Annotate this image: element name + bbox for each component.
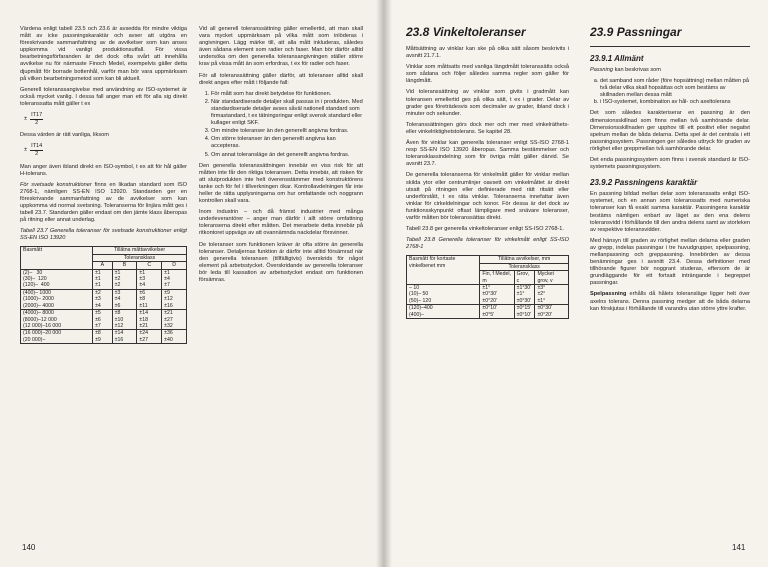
paragraph	[590, 291, 750, 312]
table-cell: ±8 ±9	[93, 330, 113, 344]
paragraph: Vinklar som måttsatts med vanliga längdmått toleranssätts också som sådana och följer således samma regler som gäller för längdmått.	[406, 64, 569, 85]
table-cell: ±0°30' ±0°20'	[535, 305, 569, 319]
table-cell: ±5 ±6 ±7	[93, 310, 113, 330]
table-class-header: D	[162, 262, 187, 269]
paragraph: Det som således karakteriserar en passning är den dimensionsskillnad som finns mellan två samhörande delar. Dimensionsskillnaden ger upphov till ett positivt eller negativt spelrum mellan de båda delarna. Detta spel är det centrala i ett passningssystem. Passningen ger således uttryck för graden av rörlighet eller greppmellan två samhörande delar.	[590, 110, 750, 152]
paragraph: De toleranser som funktionen kräver är ofta större än generella toleranser. Detaljernas funktion är därför inte alltid försämrad när den generella toleransen (tillfälligtvis) överskrids för något element på arbetsstycket. Överskridande av generella toleranser bör leda till kassation av arbetsstycket endast om funktionen försämras.	[199, 241, 363, 283]
list-item: 1. För mått som har direkt betydelse för funktionen.	[211, 91, 363, 98]
table-row	[21, 310, 187, 330]
table-row	[21, 269, 187, 289]
left-column-1	[20, 26, 187, 536]
paragraph: Vid all generell toleranssättning gäller emellertid, att man skall vara mycket uppmärksam på vilka mått som inlöderas i angivningen. Lägg märke till, att alla mått inkluderas, således även sådana element som radier och faser. Man bör därför alltid undersöka om den generella toleransangivningen ställer större krav på vissa mått än som erfordras, t ex för radier och faser.	[199, 26, 363, 68]
section-heading: 23.9 Passningar	[590, 26, 682, 39]
table-header-klass: Toleransklass	[93, 254, 187, 261]
table-cell: ±1 ±1 ±1	[93, 269, 113, 289]
table-cell: (400)– 1000 (1000)– 2000 (2000)– 4000	[21, 289, 93, 309]
bold-lead: Spelpassning	[590, 291, 627, 298]
table-cell: ±1° ±0°30' ±0°20'	[480, 284, 514, 304]
list-item: 3. Om mindre toleranser än den generellt angivna fordras.	[211, 128, 363, 135]
table-row	[21, 330, 187, 344]
table-cell: ±3° ±2° ±1°	[535, 284, 569, 304]
table-cell: – 10 (10)– 50 (50)– 120	[407, 284, 480, 304]
paragraph: För all toleranssättning gäller därför, att toleranser alltid skall direkt anges efter mått i följande fall:	[199, 72, 363, 86]
paragraph: Den generella toleranssättningen innebär en viss risk för att måtten inte får den riktiga toleransen. Detta innebär, att risken för att slutprodukten inte helt överensstämmer med konstruktörens tanke och för fel i tillverkningen ökar. Kontrollavdelningen får inte heller de rätta upplysningarna om hur omfattande och noggrann kontrollen skall vara.	[199, 162, 363, 205]
numerator: IT17	[30, 112, 43, 120]
paragraph: Toleranssättningen görs dock mer och mer med vinkelräthets- eller vinkelriktighetstolerans. Se kapitel 28.	[406, 121, 569, 135]
table-caption: Tabell 23.8 Generella toleranser för vinkelmått enligt SS-ISO 2768-1	[406, 237, 569, 251]
table-cell: ±6 ±8 ±11	[137, 289, 162, 309]
paragraph: Inom industrin – och då främst industrier med många underleverantörer – anger man därför i allt större omfattning toleranserna direkt efter måtten. Det merarbete detta innebär på ritkontoret uppvägs av att ovannämnda nackdelar försvinner.	[199, 209, 363, 237]
left-column-2	[199, 26, 363, 536]
list-item: a. det samband som råder (före hopsättning) mellan måtten på två delar vilka skall hopsättas och som bestäms av skillnaden mellan dessa mått	[600, 78, 750, 99]
italic-lead: För svetsade konstruktioner	[20, 181, 92, 188]
table-class-header: B	[112, 262, 137, 269]
table-cell: ±3 ±4 ±6	[112, 289, 137, 309]
paragraph: Man anger även ibland direkt en ISO-symbol, t ex att för hål gäller H-tolerans.	[20, 163, 187, 177]
table-class-header: Fin, f Medel, m	[480, 271, 514, 285]
formula-it14	[24, 143, 187, 158]
lettered-list	[590, 78, 750, 106]
paragraph-rest: kan beskrivas som	[613, 67, 661, 73]
table-cell: ±8 ±10 ±12	[112, 310, 137, 330]
table-row	[407, 305, 569, 319]
fraction	[30, 143, 43, 158]
table-row	[21, 289, 187, 309]
numerator: IT14	[30, 143, 43, 151]
list-item: b. i ISO-systemet, kombination av hål- och axeltolerans	[600, 99, 750, 106]
paragraph: Även för vinklar kan generella toleranser enligt SS-ISO 2768-1 resp SS-EN ISO 13920 åberopas. Samma bestämmelser och toleransklassindelning som för övriga mått gäller därvid. Se avsnitt 23.7.	[406, 140, 569, 168]
table-header-basmatt: Basmått	[21, 247, 93, 269]
subsection-heading: 23.9.1 Allmänt	[590, 54, 644, 63]
table-cell: ±1 ±4 ±7	[162, 269, 187, 289]
table-cell: ±2 ±3 ±4	[93, 289, 113, 309]
right-column-1	[406, 26, 569, 536]
table-cell: ±1 ±2 ±2	[112, 269, 137, 289]
table-class-header: Mycket grov, v	[535, 271, 569, 285]
list-item: 2. När standardiserade detaljer skall passas in i produkten. Med standardiserade detaljer avses såväl nationell standard som firmastandard, t ex tätningsringar enligt svensk standard eller kullager enligt SKF.	[211, 99, 363, 127]
table-cell: (120)–400 (400)–	[407, 305, 480, 319]
book-gutter	[376, 0, 392, 567]
italic-lead: Passning	[590, 67, 614, 73]
denominator: 2	[35, 151, 39, 158]
subsection-heading: 23.9.2 Passningens karaktär	[590, 178, 698, 188]
paragraph: Dessa värden är rätt vanliga, liksom	[20, 132, 109, 139]
table-class-header: C	[137, 262, 162, 269]
table-cell: ±24 ±27	[137, 330, 162, 344]
paragraph: De generella toleranserna för vinkelmått gäller för vinklar mellan skilda ytor eller centrumlinjer oavsett om vinkelmåttet är direkt utsatt på ritningen eller definierade med rätt ritsätt eller underförstått, t ex räta vinklar. Toleranserna innefattar även vinklar för cirkeldelningar och konor. För dessa är det dock av funktionsskynpunkt oftast lämpligare med snävare toleranser, varför måtten bör toleranssättas direkt.	[406, 172, 569, 221]
section-heading: 23.8 Vinkeltoleranser	[406, 26, 526, 39]
paragraph: Generell toleranssangivelse med användning av ISO-systemet är också mycket vanlig. I dessa fall anger man ett för alla sig direkt toleranssatta mått gäller t ex	[20, 86, 187, 107]
page-number-left: 140	[22, 543, 36, 552]
right-page	[384, 0, 768, 567]
table-cell: ±0°10' ±0°5'	[480, 305, 514, 319]
paragraph: Vid toleranssättning av vinklar som givits i gradmått kan toleransen emellertid ges på olika sätt, t ex i grader. Delar av grader ges företrädesvis som decimaler av grader, ibland dock i minuter och sekunder.	[406, 89, 569, 117]
paragraph: Det enda passningssystem som finns i svensk standard är ISO-systemets passningssystem.	[590, 157, 750, 171]
paragraph-rest: erhålls då hålets toleransläge ligger helt över axelns tolerans. Denna passning medger att de båda delarna kan förskjutas i förhållande till varandra utan större yttre krafter.	[590, 291, 750, 312]
list-item: 5. Om annat toleransläge än det generellt angivna fordras.	[211, 152, 363, 159]
table-header-klass: Toleransklass	[480, 263, 569, 270]
table-caption: Tabell 23.7 Generella toleranser för svetsade konstruktioner enligt SS-EN ISO 13920	[20, 228, 187, 242]
fraction	[30, 112, 43, 127]
table-cell: ±0°15' ±0°10'	[514, 305, 535, 319]
weld-tolerance-table	[20, 246, 187, 344]
paragraph: Måttsättning av vinklar kan ske på olika sätt såsom beskrivits i avsnitt 21.7.1.	[406, 46, 569, 60]
paragraph: Med hänsyn till graden av rörlighet mellan delarna eller graden av grepp, indelas passningar i tre huvudgrupper, spelpassning, mellanpassning och greppassning. Innebörden av dessa benämningar ges i avsnitt 23.4. Dessa definitioner med tillhörande figurer bör noggrant studeras, eftersom de är grundläggande för ett fortsatt inträngande i begreppet passningar.	[590, 237, 750, 287]
table-header-tillatna: Tillåtna avvikelser, mm	[480, 256, 569, 263]
paragraph: Värdena enligt tabell 23.5 och 23.6 är avsedda för mindre viktiga mått av icke passningskaraktär och avser att utgöra en föreskrivande sammanfattning av de avvikelser som kan anses uppkomma vid vanligt produktionsutfall. För vissa bearbetningsförfaranden är det dock ofta svårt att innehålla avvikelse nu för närmaste Finoch Medel, exempelvis gäller detta djupmått för borrade bottenhål, varför man bör vara uppmärksam på vilken bearbetningsmetod som kan bli aktuell.	[20, 26, 187, 82]
table-cell: ±9 ±12 ±16	[162, 289, 187, 309]
paragraph	[590, 67, 750, 74]
list-item: 4. Om större toleranser än den generellt angivna kan accepteras.	[211, 136, 363, 150]
table-row	[407, 284, 569, 304]
heading-rule	[590, 46, 750, 47]
angle-tolerance-table	[406, 255, 569, 319]
denominator: 2	[35, 120, 39, 127]
formula-it17	[24, 112, 187, 127]
table-cell: (2)– 30 (30)– 120 (120)– 400	[21, 269, 93, 289]
table-cell: ±36 ±40	[162, 330, 187, 344]
table-header-tillatna: Tillåtna måttavvikelser	[93, 247, 187, 254]
table-cell: ±1°30' ±1° ±0°30'	[514, 284, 535, 304]
table-cell: ±21 ±27 ±32	[162, 310, 187, 330]
paragraph: En passning bildad mellan delar som toleranssatts enligt ISO-systemet, och en annan som toleranssatts med numeriska toleranser kan få exakt samma karaktär. Passningens karaktär bestäms nämligen enbart av läget av den ena delens toleransvidd i förhållande till den andra delens samt av storleken av respektive toleransvidder.	[590, 191, 750, 233]
numbered-list	[199, 91, 363, 159]
page-number-right: 141	[732, 543, 746, 552]
table-class-header: Grov, c	[514, 271, 535, 285]
table-class-header: A	[93, 262, 113, 269]
table-cell: ±14 ±16	[112, 330, 137, 344]
plus-minus-sign: ±	[24, 147, 28, 154]
paragraph: Tabell 23.8 ger generella vinkeltoleranser enligt SS-ISO 2768-1.	[406, 226, 564, 233]
table-header-basmatt: Basmått för kortaste vinkelbenet mm	[407, 256, 480, 285]
table-cell: (16 000)–20 000 (20 000)–	[21, 330, 93, 344]
table-cell: (4000)– 8000 (8000)–12 000 (12 000)–16 000	[21, 310, 93, 330]
table-cell: ±14 ±18 ±21	[137, 310, 162, 330]
paragraph-rest: finns en likadan standard som ISO 2768-1, nämligen SS-EN ISO 13920. Standarden ger en föreskrivande sammanfattning av de avvikelser som kan uppkomma vid normal svetsning. Toleranserna för linjära mått ges i tabell 23.7. Standarden gäller endast om den jämte klass åberopas på ritning eller annat underlag.	[20, 181, 187, 224]
plus-minus-sign: ±	[24, 116, 28, 123]
table-cell: ±1 ±3 ±4	[137, 269, 162, 289]
right-column-2	[590, 26, 750, 536]
paragraph	[20, 182, 187, 225]
